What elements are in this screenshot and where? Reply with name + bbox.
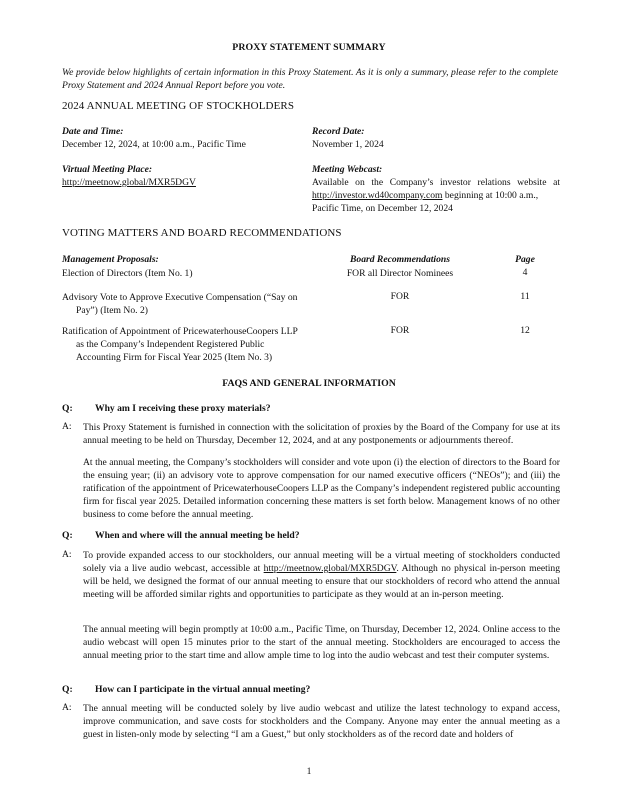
q1-label: Q: [62,403,73,414]
q2-label: Q: [62,530,73,541]
proposal-1-text: Election of Directors (Item No. 1) [62,268,193,279]
proposals-column-header: Management Proposals: [62,254,159,265]
page-title: PROXY STATEMENT SUMMARY [232,42,386,53]
proposal-3-page: 12 [520,325,530,336]
webcast-line-2 [312,189,562,202]
meeting-place-link[interactable]: http://meetnow.global/MXR5DGV [62,177,196,188]
proposal-2-page: 11 [520,291,530,302]
webcast-line-1: Available on the Company’s investor relations website at [312,177,560,188]
date-value: December 12, 2024, at 10:00 a.m., Pacific Time [62,139,246,150]
faq-heading: FAQS AND GENERAL INFORMATION [222,378,396,389]
proposal-3-text: Ratification of Appointment of PricewaterhouseCoopers LLP [62,326,298,337]
a2-meeting-link[interactable]: http://meetnow.global/MXR5DGV [263,563,397,574]
q3-text: How can I participate in the virtual annual meeting? [95,684,311,695]
a1-label: A: [62,421,72,432]
a1-paragraph-1: This Proxy Statement is furnished in connection with the solicitation of proxies by the Board of the Company for use at its annual meeting to be held on Thursday, December 12, 2024, and at any postponements or adjournments thereof. [83,422,560,446]
meeting-heading: 2024 ANNUAL MEETING OF STOCKHOLDERS [62,100,295,112]
webcast-line-3: Pacific Time, on December 12, 2024 [312,203,453,214]
voting-heading: VOTING MATTERS AND BOARD RECOMMENDATIONS [62,227,342,239]
webcast-label: Meeting Webcast: [312,164,383,175]
a2-text-pre: To provide expanded access to our stockholders, our annual meeting will be a virtual meeting of stockholders conducted solely via a live audio webcast, accessible at [83,550,560,574]
a2-paragraph-1 [83,549,560,601]
proposal-3-text-cont: as the Company’s Independent Registered Public [76,339,265,350]
page-number: 1 [306,766,312,777]
q2-text: When and where will the annual meeting be held? [95,530,300,541]
webcast-line-2-text: beginning at 10:00 a.m., [442,190,539,201]
intro-paragraph: We provide below highlights of certain information in this Proxy Statement. As it is only a summary, please refer to the complete Proxy Statement and 2024 Annual Report before you vote. [62,67,558,91]
record-date-value: November 1, 2024 [312,139,384,150]
meeting-place-label: Virtual Meeting Place: [62,164,153,175]
proposal-2-text-cont: Pay”) (Item No. 2) [76,305,148,316]
proposal-3-text-cont-2: Accounting Firm for Fiscal Year 2025 (Item No. 3) [76,352,273,363]
proposal-2-board: FOR [390,291,410,302]
proposal-1-board: FOR all Director Nominees [346,268,454,279]
proposal-1-page: 4 [522,267,528,278]
q3-label: Q: [62,684,73,695]
record-date-label: Record Date: [312,126,365,137]
a3-paragraph-1: The annual meeting will be conducted solely by live audio webcast and utilize the latest technology to expand access, improve communication, and save costs for stockholders and the Company. Anyone may enter the annual meeting as a guest in listen-only mode by selecting “I am a Guest,” but only stockholders as of the record date and holders of [83,703,560,740]
a2-paragraph-2: The annual meeting will begin promptly at 10:00 a.m., Pacific Time, on Thursday, December 12, 2024. Online access to the audio webcast will open 15 minutes prior to the start of the annual meeting. Stockholders are encouraged to access the annual meeting prior to the start time and allow ample time to log into the audio webcast and test their computer systems. [83,624,560,661]
q1-text: Why am I receiving these proxy materials? [95,403,271,414]
board-column-header: Board Recommendations [350,254,450,265]
proposal-3-board: FOR [390,325,410,336]
page-column-header: Page [515,254,535,265]
webcast-link[interactable]: http://investor.wd40company.com [312,190,443,201]
a1-paragraph-2: At the annual meeting, the Company’s stockholders will consider and vote upon (i) the election of directors to the Board for the ensuing year; (ii) an advisory vote to approve compensation for our named executive officers (“NEOs”); and (iii) the ratification of the appointment of PricewaterhouseCoopers LLP as the Company’s independent registered public accounting firm for fiscal year 2025. Detailed information concerning these matters is set forth below. Management knows of no other business to come before the annual meeting. [83,457,560,520]
date-label: Date and Time: [62,126,124,137]
a2-text-post: . Although no physical in-person meeting will be held, we designed the format of our annual meeting to ensure that our stockholders of record who attend the annual meeting will be afforded similar rights and opportunities to participate as they would at an in-person meeting. [83,563,561,600]
a3-label: A: [62,702,72,713]
proposal-2-text: Advisory Vote to Approve Executive Compensation (“Say on [62,292,298,303]
a2-label: A: [62,549,72,560]
